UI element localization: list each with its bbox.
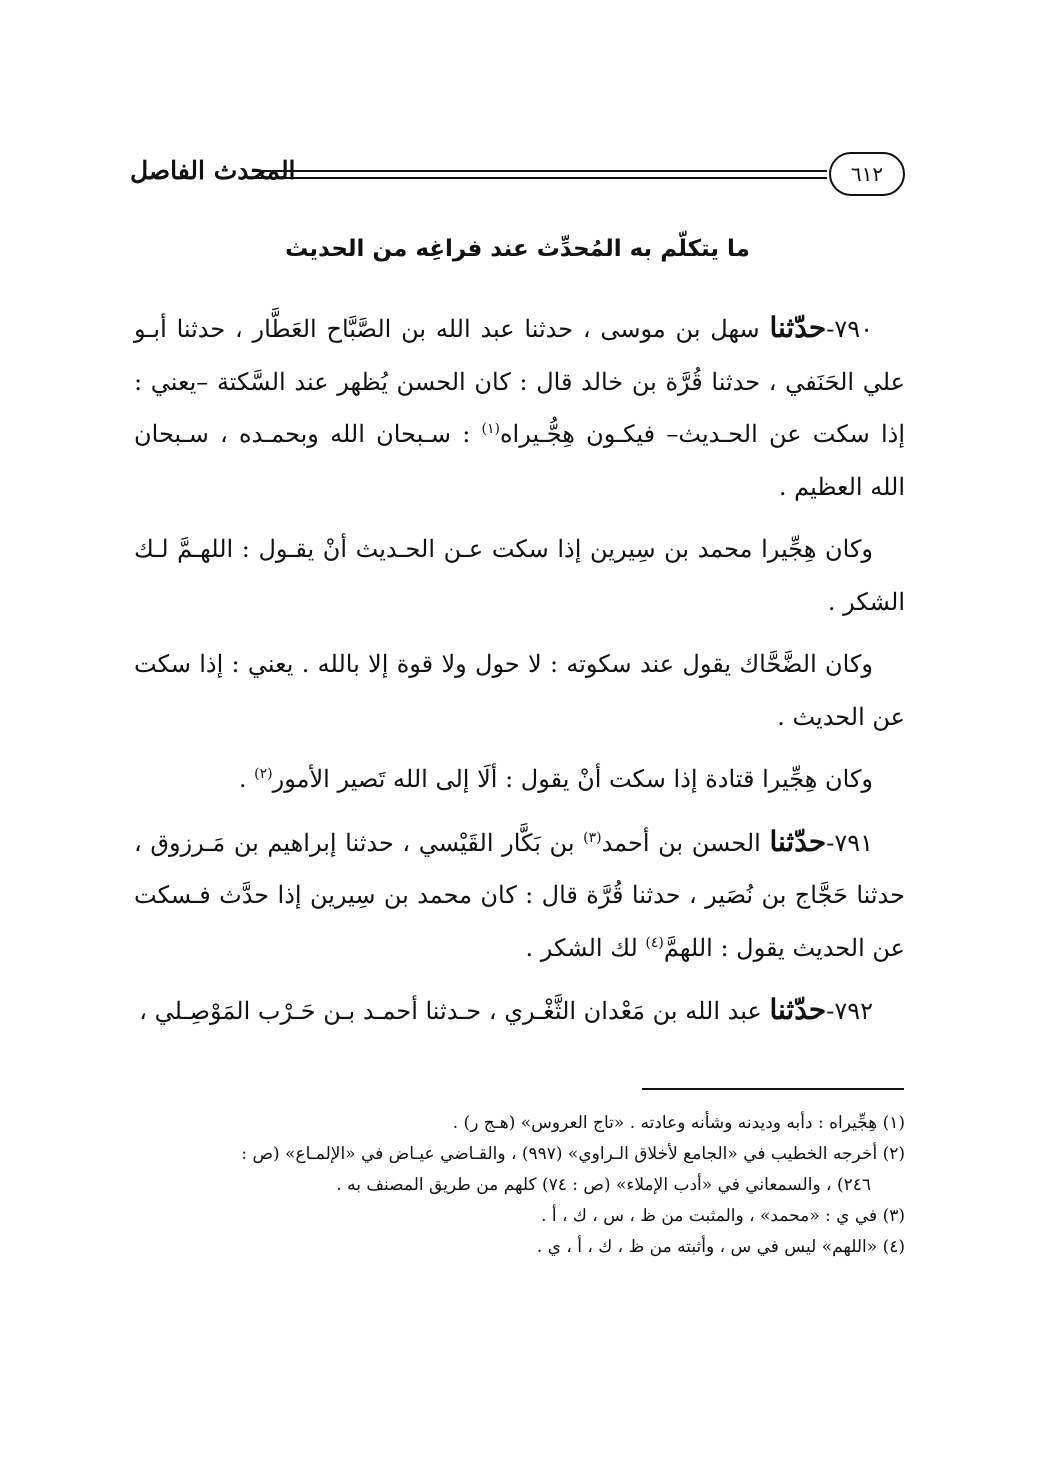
paragraph-792	[134, 984, 905, 1038]
footnote-marker: (١)	[481, 421, 500, 437]
footnotes	[134, 1108, 905, 1263]
paragraph-text: .	[238, 765, 255, 793]
footnote-2: (٢) أخرجه الخطيب في «الجامع لأخلاق الـراوي» (٩٩٧) ، والقـاضي عيـاض في «الإلمـاع» (ص :	[241, 1144, 905, 1164]
haddathana-word: حدّثنا	[769, 824, 827, 858]
footnote-marker: (٣)	[583, 829, 602, 846]
hadith-number: ٧٩٢-	[826, 997, 873, 1025]
page-number: ٦١٢	[829, 152, 905, 196]
header-rule	[252, 177, 827, 179]
paragraph-text: : سـبحان الله وبحمـده ، سـبحان الله العظيم .	[134, 420, 905, 501]
header-rule	[252, 170, 827, 172]
hadith-number: ٧٩١-	[826, 828, 874, 857]
paragraph-790	[134, 302, 905, 513]
footnote-2-continued: ٢٤٦) ، والسمعاني في «أدب الإملاء» (ص : ٧٤) كلهم من طريق المصنف به .	[336, 1175, 871, 1195]
body-text	[134, 302, 905, 1048]
haddathana-word: حدّثنا	[769, 311, 827, 344]
haddathana-word: حدّثنا	[769, 993, 827, 1026]
book-title: المحدث الفاصل	[130, 156, 296, 185]
paragraph-dahhak: وكان الضَّحَّاك يقول عند سكوته : لا حول ولا قوة إلا بالله . يعني : إذا سكت عن الحديث .	[134, 650, 905, 731]
paragraph-text: الحسن بن أحمد	[601, 828, 770, 857]
footnote-1: (١) هِجِّيراه : دأبه وديدنه وشأنه وعادته . «تاج العروس» (هـج ر) .	[452, 1113, 905, 1133]
paragraph-791	[134, 816, 905, 975]
paragraph-ibn-sirin: وكان هِجِّيرا محمد بن سِيرين إذا سكت عـن الحـديث أنْ يقـول : اللهـمَّ لـك الشكر .	[134, 535, 905, 616]
paragraph-text: لك الشكر .	[525, 933, 646, 962]
footnote-marker: (٢)	[254, 766, 273, 782]
page-header	[130, 148, 905, 204]
paragraph-text: سهل بن موسى ، حدثنا عبد الله بن الصَّبَّاح العَطَّار ، حدثنا أبـو علي الحَنَفي ، حدثنا قُرَّة بن خالد قال : كان الحسن يُظهر عند السَّكتة –يعني : إذا سكت عن الحـديث– فيكـون هِجُّـيراه	[134, 315, 905, 448]
paragraph-qatada	[134, 753, 905, 806]
paragraph-text: بن بَكَّار القَيْسي ، حدثنا إبراهيم بن مَـرزوق ، حدثنا حَجَّاج بن نُصَير ، حدثنا قُرَّة قال : كان محمد بن سِيرين إذا حدَّث فـسكت عن الحديث يقول : اللهمَّ	[134, 828, 905, 962]
footnote-separator	[642, 1088, 904, 1090]
section-heading: ما يتكلّم به المُحدِّث عند فراغِه من الحديث	[285, 236, 750, 262]
footnote-marker: (٤)	[645, 934, 664, 951]
hadith-number: ٧٩٠-	[826, 315, 873, 343]
paragraph-text: وكان هِجِّيرا قتادة إذا سكت أنْ يقول : ألَا إلى الله تَصير الأمور	[272, 765, 873, 793]
footnote-4: (٤) «اللهم» ليس في س ، وأثبته من ظ ، ك ، أ ، ي .	[536, 1237, 905, 1257]
paragraph-text: عبد الله بن مَعْدان الثَّغْـري ، حـدثنا أحمـد بـن حَـرْب المَوْصِـلي ،	[139, 997, 770, 1025]
footnote-3: (٣) في ي : «محمد» ، والمثبت من ظ ، س ، ك ، أ .	[541, 1206, 905, 1226]
